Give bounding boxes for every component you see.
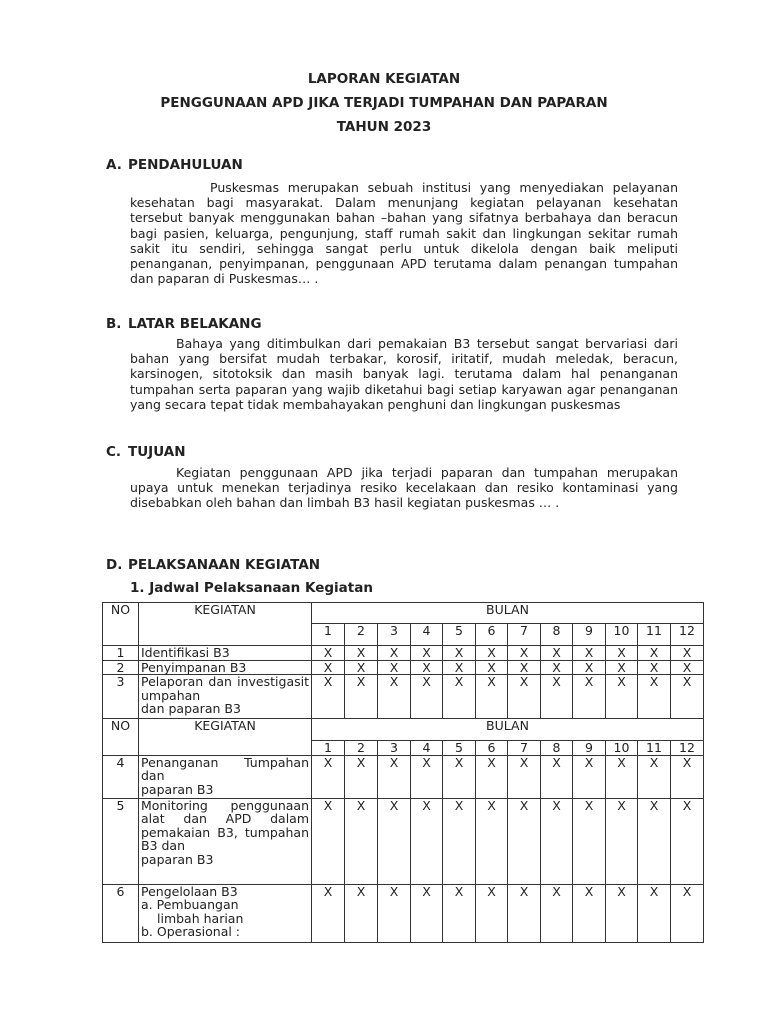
table-header-row [103,719,704,741]
schedule-mark: X [345,646,378,661]
header-kegiatan: KEGIATAN [139,719,312,756]
month-10: 10 [606,624,638,646]
schedule-mark: X [345,755,378,798]
month-8: 8 [541,741,573,756]
schedule-subtitle: 1. Jadwal Pelaksanaan Kegiatan [130,580,373,596]
month-1: 1 [312,741,345,756]
schedule-mark: X [508,798,541,884]
row-no: 1 [103,646,139,661]
kegiatan-line: paparan B3 [141,851,214,867]
section-d-title: PELAKSANAAN KEGIATAN [128,557,321,573]
kegiatan-line: Pelaporan dan investigasit umpahan [141,674,309,703]
month-1: 1 [312,624,345,646]
section-b-heading [106,316,262,332]
row-kegiatan [139,675,312,719]
section-a-text: Puskesmas merupakan sebuah institusi yang menyediakan pelayanan kesehatan bagi masyarakat. Dalam menunjang kegiatan pelayanan kesehatan tersebut banyak menggunakan bahan –bahan yang sifatnya berbahaya dan beracun bagi pasien, keluarga, pengunjung, staff rumah sakit dan lingkungan sekitar rumah sakit itu sendiri, sehingga sangat perlu untuk dikelola dengan baik meliputi penanganan, penyimpanan, penggunaan APD terutama dalam penangan tumpahan dan paparan di Puskesmas… . [130,180,678,287]
section-d-letter: D. [106,557,123,573]
schedule-mark: X [476,646,508,661]
row-no: 5 [103,798,139,884]
header-bulan: BULAN [312,603,704,624]
schedule-mark: X [573,675,606,719]
month-8: 8 [541,624,573,646]
schedule-mark: X [573,798,606,884]
schedule-mark: X [573,646,606,661]
schedule-mark: X [443,646,476,661]
schedule-mark: X [345,798,378,884]
schedule-mark: X [476,755,508,798]
schedule-mark: X [345,660,378,675]
section-a-heading [106,157,243,173]
row-kegiatan [139,755,312,798]
schedule-mark: X [508,660,541,675]
month-7: 7 [508,741,541,756]
table-row [103,646,704,661]
month-6: 6 [476,624,508,646]
schedule-mark: X [606,755,638,798]
schedule-mark: X [345,884,378,942]
section-a-title: PENDAHULUAN [128,157,243,173]
schedule-mark: X [312,675,345,719]
row-kegiatan [139,646,312,661]
section-d-heading [106,557,320,573]
month-6: 6 [476,741,508,756]
schedule-mark: X [638,884,671,942]
schedule-mark: X [476,798,508,884]
kegiatan-line: Pengelolaan B3 [141,883,238,899]
schedule-mark: X [411,798,443,884]
row-no: 2 [103,660,139,675]
month-11: 11 [638,624,671,646]
schedule-mark: X [508,646,541,661]
month-3: 3 [378,741,411,756]
schedule-mark: X [671,884,704,942]
schedule-mark: X [411,755,443,798]
table-row [103,675,704,719]
schedule-table [102,602,704,943]
section-b-text: Bahaya yang ditimbulkan dari pemakaian B3 tersebut sangat bervariasi dari bahan yang bersifat mudah terbakar, korosif, iritatif, mudah meledak, beracun, karsinogen, sitotoksik dan masih banyak lagi. terutama dalam hal penanganan tumpahan serta paparan yang wajib diketahui bagi setiap karyawan agar penanganan yang secara tepat tidak membahayakan penghuni dan lingkungan puskesmas [130,336,678,412]
schedule-mark: X [671,798,704,884]
month-9: 9 [573,624,606,646]
schedule-mark: X [671,675,704,719]
schedule-mark: X [411,884,443,942]
schedule-mark: X [312,646,345,661]
schedule-mark: X [443,675,476,719]
schedule-mark: X [573,755,606,798]
report-year: TAHUN 2023 [336,119,432,135]
schedule-mark: X [638,798,671,884]
kegiatan-line: dan paparan B3 [141,701,241,716]
schedule-mark: X [378,755,411,798]
schedule-mark: X [411,660,443,675]
header-bulan: BULAN [312,719,704,741]
schedule-mark: X [312,755,345,798]
row-kegiatan [139,660,312,675]
header-no: NO [103,603,139,646]
month-12: 12 [671,624,704,646]
kegiatan-line: a. Pembuangan [141,897,239,912]
kegiatan-line: Monitoring penggunaan alat dan APD dalam pemakaian B3, tumpahan B3 dan [141,797,309,853]
schedule-mark: X [573,884,606,942]
schedule-mark: X [508,675,541,719]
table-row [103,660,704,675]
month-7: 7 [508,624,541,646]
schedule-mark: X [671,755,704,798]
schedule-mark: X [443,798,476,884]
kegiatan-line: Penanganan Tumpahan dan [141,754,309,783]
schedule-mark: X [476,884,508,942]
section-b-title: LATAR BELAKANG [128,316,262,332]
row-no: 6 [103,884,139,942]
kegiatan-line: b. Operasional : [141,924,241,939]
schedule-mark: X [508,755,541,798]
schedule-mark: X [411,646,443,661]
header-no: NO [103,719,139,756]
month-11: 11 [638,741,671,756]
schedule-mark: X [541,646,573,661]
month-2: 2 [345,741,378,756]
month-12: 12 [671,741,704,756]
schedule-mark: X [476,675,508,719]
report-title: LAPORAN KEGIATAN [307,71,461,87]
row-kegiatan [139,798,312,884]
schedule-mark: X [671,646,704,661]
schedule-mark: X [606,646,638,661]
schedule-mark: X [541,884,573,942]
month-4: 4 [411,741,443,756]
report-subtitle: PENGGUNAAN APD JIKA TERJADI TUMPAHAN DAN PAPARAN [160,95,608,111]
section-c-heading [106,444,186,460]
schedule-mark: X [606,798,638,884]
schedule-mark: X [606,675,638,719]
section-c-title: TUJUAN [128,444,186,460]
schedule-mark: X [638,675,671,719]
table-row [103,755,704,798]
schedule-mark: X [606,884,638,942]
row-no: 4 [103,755,139,798]
schedule-mark: X [378,884,411,942]
month-5: 5 [443,741,476,756]
schedule-mark: X [541,675,573,719]
schedule-mark: X [378,798,411,884]
month-4: 4 [411,624,443,646]
schedule-mark: X [541,755,573,798]
schedule-mark: X [638,646,671,661]
schedule-mark: X [312,660,345,675]
kegiatan-line: Penyimpanan B3 [141,659,247,675]
kegiatan-line: limbah harian [157,910,244,926]
month-5: 5 [443,624,476,646]
month-10: 10 [606,741,638,756]
month-9: 9 [573,741,606,756]
table-row [103,884,704,942]
schedule-mark: X [443,660,476,675]
schedule-mark: X [378,646,411,661]
row-no: 3 [103,675,139,719]
schedule-mark: X [411,675,443,719]
kegiatan-line: paparan B3 [141,781,214,797]
header-kegiatan: KEGIATAN [139,603,312,646]
schedule-mark: X [541,798,573,884]
kegiatan-line: Identifikasi B3 [141,645,230,660]
schedule-mark: X [606,660,638,675]
schedule-mark: X [541,660,573,675]
schedule-mark: X [638,755,671,798]
month-2: 2 [345,624,378,646]
schedule-mark: X [312,798,345,884]
schedule-mark: X [312,884,345,942]
schedule-mark: X [378,660,411,675]
schedule-mark: X [345,675,378,719]
schedule-mark: X [671,660,704,675]
schedule-mark: X [378,675,411,719]
section-c-letter: C. [106,444,122,460]
row-kegiatan [139,884,312,942]
schedule-mark: X [443,884,476,942]
month-3: 3 [378,624,411,646]
section-a-letter: A. [106,157,122,173]
schedule-mark: X [508,884,541,942]
schedule-mark: X [443,755,476,798]
schedule-mark: X [476,660,508,675]
schedule-mark: X [573,660,606,675]
section-b-letter: B. [106,316,122,332]
table-row [103,798,704,884]
table-header-row [103,603,704,624]
schedule-mark: X [638,660,671,675]
section-c-text: Kegiatan penggunaan APD jika terjadi paparan dan tumpahan merupakan upaya untuk menekan terjadinya resiko kecelakaan dan resiko kontaminasi yang disebabkan oleh bahan dan limbah B3 hasil kegiatan puskesmas … . [130,465,678,511]
